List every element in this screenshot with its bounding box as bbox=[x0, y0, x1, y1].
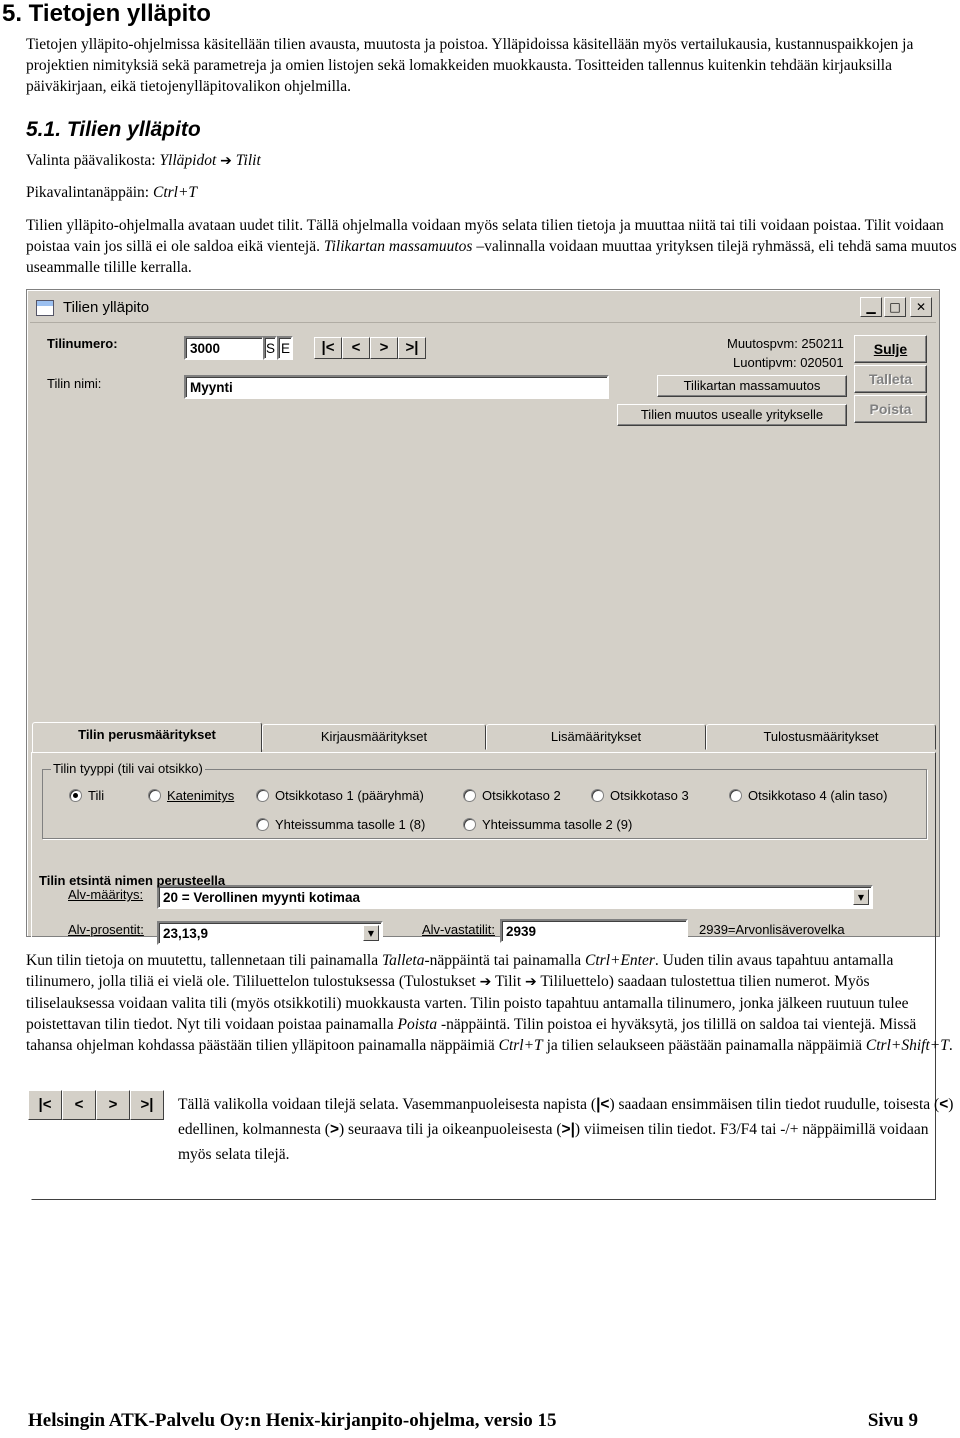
radio-katenimitys[interactable]: Katenimitys bbox=[148, 788, 234, 803]
minimize-button[interactable]: ▁ bbox=[860, 297, 882, 317]
last-record-button[interactable]: >| bbox=[398, 337, 426, 359]
arrow-icon: ➔ bbox=[479, 974, 492, 990]
window-title: Tilien ylläpito bbox=[63, 299, 150, 316]
tilinumero-label: Tilinumero: bbox=[47, 336, 118, 351]
radio-otsikkotaso-1[interactable]: Otsikkotaso 1 (pääryhmä) bbox=[256, 788, 424, 803]
radio-tili[interactable]: Tili bbox=[69, 788, 104, 803]
page-footer bbox=[28, 1410, 918, 1432]
subsection-title: 5.1. Tilien ylläpito bbox=[26, 118, 201, 141]
e-flag-field[interactable]: E bbox=[277, 336, 293, 360]
s-flag-field[interactable]: S bbox=[263, 336, 277, 360]
alv-prosentit-select[interactable]: 23,13,9 ▼ bbox=[157, 921, 383, 945]
shortcut-line bbox=[26, 182, 960, 203]
menu-path-label: Valinta päävalikosta: bbox=[26, 152, 156, 169]
footer-left: Helsingin ATK-Palvelu Oy:n Henix-kirjanpito-ohjelma, versio 15 bbox=[28, 1410, 557, 1431]
alv-vastatili-description: 2939=Arvonlisäverovelka bbox=[699, 922, 845, 937]
radio-otsikkotaso-2[interactable]: Otsikkotaso 2 bbox=[463, 788, 561, 803]
massamuutos-button[interactable]: Tilikartan massamuutos bbox=[657, 375, 847, 397]
nav-explanation-line1: Tällä valikolla voidaan tilejä selata. Vasemmanpuoleisesta napista (|<) saadaan ensimmäisen tilin tiedot ruudulle, toisesta (<) edellinen, kolmannesta (>) seuraava tili ja oikeanpuoleisesta (>|) viimeisen tilin tiedot. F3/F4 tai -/+ näppäimillä voidaan myös selata tilejä. bbox=[178, 1096, 954, 1163]
intro-paragraph: Tietojen ylläpito-ohjelmissa käsitellään tilien avausta, muutosta ja poistoa. Ylläpidoissa käsitellään myös vertailukausia, kustannuspaikkojen ja projektien nimityksiä sekä parametreja ja omien listojen sekä lomakkeiden muokkausta. Tositteiden tallennus kuitenkin tehdään kirjauksilla päiväkirjaan, eikä tietojenylläpitovalikon ohjelmilla. bbox=[26, 36, 914, 95]
page-number: Sivu 9 bbox=[867, 1410, 918, 1431]
sulje-button[interactable]: Sulje bbox=[854, 335, 927, 363]
prev-record-button[interactable]: < bbox=[342, 337, 370, 359]
talleta-button[interactable]: Talleta bbox=[854, 365, 927, 393]
close-button[interactable]: ✕ bbox=[910, 297, 932, 317]
radio-otsikkotaso-3[interactable]: Otsikkotaso 3 bbox=[591, 788, 689, 803]
first-record-button-illustration: |< bbox=[28, 1090, 62, 1120]
last-record-button-illustration: >| bbox=[130, 1090, 164, 1120]
tab-strip bbox=[30, 722, 936, 752]
arrow-icon: ➔ bbox=[220, 153, 232, 169]
nav-buttons-illustration bbox=[28, 1090, 164, 1120]
title-bar bbox=[30, 293, 936, 323]
alv-vastatili-label: Alv-vastatilit: bbox=[422, 922, 495, 937]
tilin-nimi-input[interactable]: Myynti bbox=[184, 375, 609, 399]
poista-button[interactable]: Poista bbox=[854, 395, 927, 423]
tilin-tyyppi-group bbox=[42, 761, 927, 839]
usealle-yritykselle-button[interactable]: Tilien muutos usealle yritykselle bbox=[617, 404, 847, 426]
menu-path-second: Tilit bbox=[235, 152, 261, 169]
shortcut-key: Ctrl+T bbox=[152, 184, 198, 201]
first-record-button[interactable]: |< bbox=[314, 337, 342, 359]
alv-maaritys-label: Alv-määritys: bbox=[68, 887, 144, 902]
tilien-yllapito-window bbox=[26, 289, 940, 941]
maximize-button[interactable]: □ bbox=[884, 297, 906, 317]
group-title: Tilin tyyppi (tili vai otsikko) bbox=[53, 761, 203, 776]
section-title: 5. Tietojen ylläpito bbox=[2, 0, 211, 27]
tilinumero-input[interactable]: 3000 bbox=[184, 336, 264, 360]
radio-selected-indicator bbox=[69, 789, 82, 802]
alv-vastatili-input[interactable]: 2939 bbox=[500, 919, 688, 943]
alv-maaritys-select[interactable]: 20 = Verollinen myynti kotimaa ▼ bbox=[157, 885, 873, 909]
radio-yhteissumma-1[interactable]: Yhteissumma tasolle 1 (8) bbox=[256, 817, 425, 832]
menu-path-first: Ylläpidot bbox=[159, 152, 217, 169]
tab-tulostusmaaritykset[interactable]: Tulostusmääritykset bbox=[706, 724, 936, 750]
radio-otsikkotaso-4[interactable]: Otsikkotaso 4 (alin taso) bbox=[729, 788, 887, 803]
luontipvm-text: Luontipvm: 020501 bbox=[733, 355, 844, 370]
shortcut-label: Pikavalintanäppäin: bbox=[26, 184, 150, 201]
tab-kirjausmaaritykset[interactable]: Kirjausmääritykset bbox=[262, 724, 486, 750]
muutospvm-text: Muutospvm: 250211 bbox=[727, 336, 844, 351]
status-bar: Tilin etsintä nimen perusteella bbox=[39, 873, 226, 888]
menu-path-line bbox=[26, 150, 960, 172]
chevron-down-icon[interactable]: ▼ bbox=[853, 889, 869, 905]
tilin-nimi-label: Tilin nimi: bbox=[47, 376, 102, 391]
tab-perusmaaritykset[interactable]: Tilin perusmääritykset bbox=[32, 722, 262, 752]
save-instructions-paragraph: Kun tilin tietoja on muutettu, tallennetaan tili painamalla Talleta-näppäintä tai painamalla Ctrl+Enter. Uuden tilin avaus tapahtuu antamalla tilinumero, jolla tiliä ei vielä ole. Tililuettelon tulostuksessa (Tulostukset ➔ Tilit ➔ Tililuettelo) saadaan tulostettua tilien numerot. Myös tiliselauksessa voidaan valita tili (myös otsikkotili) muokkausta varten. Tilin poisto tapahtuu antamalla tilinumero, jonka jälkeen ruutuun tulee poistettavan tilin tiedot. Nyt tili voidaan poistaa painamalla Poista -näppäintä. Tilin poistoa ei hyväksytä, jos tilillä on saldoa tai vientejä. Missä tahansa ohjelman kohdassa päästään tilien ylläpitoon painamalla näppäimiä Ctrl+T ja tilien selaukseen päästään painamalla näppäimiä Ctrl+Shift+T. bbox=[26, 952, 953, 1054]
next-record-button[interactable]: > bbox=[370, 337, 398, 359]
chevron-down-icon[interactable]: ▼ bbox=[363, 925, 379, 941]
description-paragraph: Tilien ylläpito-ohjelmalla avataan uudet tilit. Tällä ohjelmalla voidaan myös selata tilien tietoja ja muuttaa niitä tai tili voidaan poistaa. Tilit voidaan poistaa vain jos sillä ei ole saldoa eikä vientejä. Tilikartan massamuutos –valinnalla voidaan muuttaa yrityksen tilejä ryhmässä, eli tehdä sama muutos useammalle tilille kerralla. bbox=[26, 217, 957, 276]
radio-yhteissumma-2[interactable]: Yhteissumma tasolle 2 (9) bbox=[463, 817, 632, 832]
nav-buttons bbox=[314, 337, 426, 359]
app-icon bbox=[36, 300, 54, 316]
tab-lisamaaritykset[interactable]: Lisämääritykset bbox=[486, 724, 706, 750]
alv-prosentit-label: Alv-prosentit: bbox=[68, 922, 144, 937]
next-record-button-illustration: > bbox=[96, 1090, 130, 1120]
prev-record-button-illustration: < bbox=[62, 1090, 96, 1120]
arrow-icon: ➔ bbox=[525, 974, 537, 990]
